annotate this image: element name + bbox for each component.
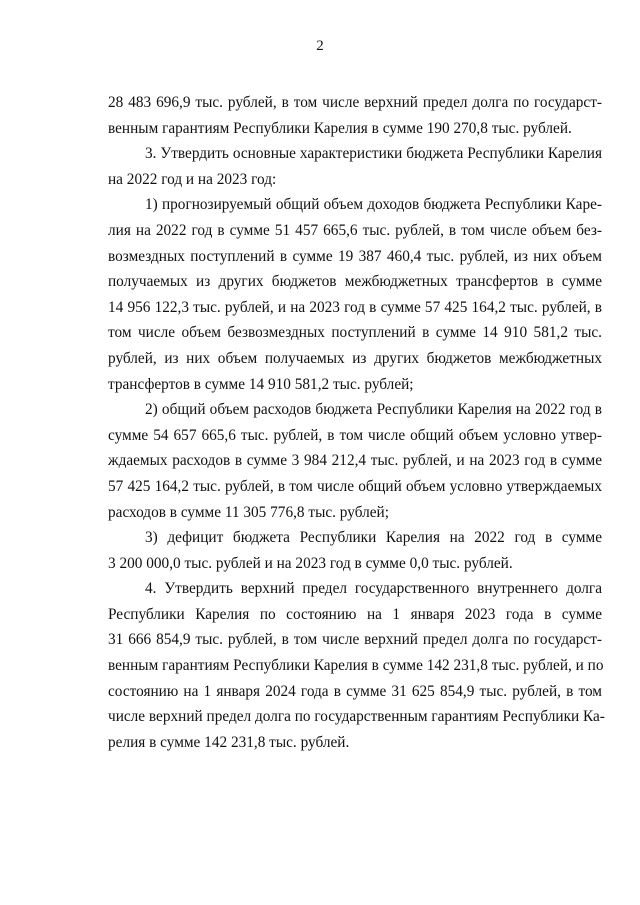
text-line: на 2022 год и на 2023 год: <box>108 170 277 188</box>
text-line: Республики Карелия по состоянию на 1 января 2023 года в сумме <box>108 605 602 623</box>
text-line: состоянию на 1 января 2024 года в сумме 31 625 854,9 тыс. рублей, в том <box>108 682 602 700</box>
text-line: возмездных поступлений в сумме 19 387 460,4 тыс. рублей, из них объем <box>108 247 602 265</box>
text-line: лия на 2022 год в сумме 51 457 665,6 тыс. рублей, в том числе объем без- <box>108 221 602 239</box>
text-line: 3. Утвердить основные характеристики бюджета Республики Карелия <box>145 145 602 163</box>
text-line: сумме 54 657 665,6 тыс. рублей, в том числе общий объем условно утвер- <box>108 426 602 444</box>
text-line: ждаемых расходов в сумме 3 984 212,4 тыс. рублей, и на 2023 год в сумме <box>108 452 602 470</box>
text-line: релия в сумме 142 231,8 тыс. рублей. <box>108 733 350 751</box>
text-line: рублей, из них объем получаемых из других бюджетов межбюджетных <box>108 349 602 367</box>
paragraph-continuation <box>108 90 602 141</box>
text-line: том числе объем безвозмездных поступлений в сумме 14 910 581,2 тыс. <box>108 324 602 342</box>
text-line: трансфертов в сумме 14 910 581,2 тыс. рублей; <box>108 375 414 393</box>
text-line: 3) дефицит бюджета Республики Карелия на 2022 год в сумме <box>145 529 602 547</box>
text-line: 14 956 122,3 тыс. рублей, и на 2023 год в сумме 57 425 164,2 тыс. рублей, в <box>108 298 602 316</box>
paragraph-item-4 <box>108 576 605 755</box>
text-line: получаемых из других бюджетов межбюджетных трансфертов в сумме <box>108 273 602 291</box>
text-line: расходов в сумме 11 305 776,8 тыс. рублей; <box>108 503 389 521</box>
text-line: 4. Утвердить верхний предел государственного внутреннего долга <box>145 580 602 598</box>
paragraph-subitem-1 <box>108 192 602 397</box>
text-line: 28 483 696,9 тыс. рублей, в том числе верхний предел долга по государст- <box>108 94 602 111</box>
document-body <box>108 90 605 755</box>
text-line: венным гарантиям Республики Карелия в сумме 190 270,8 тыс. рублей. <box>108 119 572 137</box>
text-line: 57 425 164,2 тыс. рублей, в том числе общий объем условно утверждаемых <box>108 477 602 495</box>
paragraph-subitem-2 <box>108 397 602 525</box>
page-number: 2 <box>316 38 324 54</box>
paragraph-subitem-3 <box>108 525 602 576</box>
text-line: 3 200 000,0 тыс. рублей и на 2023 год в сумме 0,0 тыс. рублей. <box>108 554 513 572</box>
text-line: 1) прогнозируемый общий объем доходов бюджета Республики Каре- <box>145 196 602 214</box>
text-line: 2) общий объем расходов бюджета Республики Карелия на 2022 год в <box>145 401 602 419</box>
text-line: 31 666 854,9 тыс. рублей, в том числе верхний предел долга по государст- <box>108 631 602 649</box>
text-line: венным гарантиям Республики Карелия в сумме 142 231,8 тыс. рублей, и по <box>108 657 604 675</box>
paragraph-item-3 <box>108 141 602 192</box>
text-line: числе верхний предел долга по государственным гарантиям Республики Ка- <box>108 708 605 726</box>
